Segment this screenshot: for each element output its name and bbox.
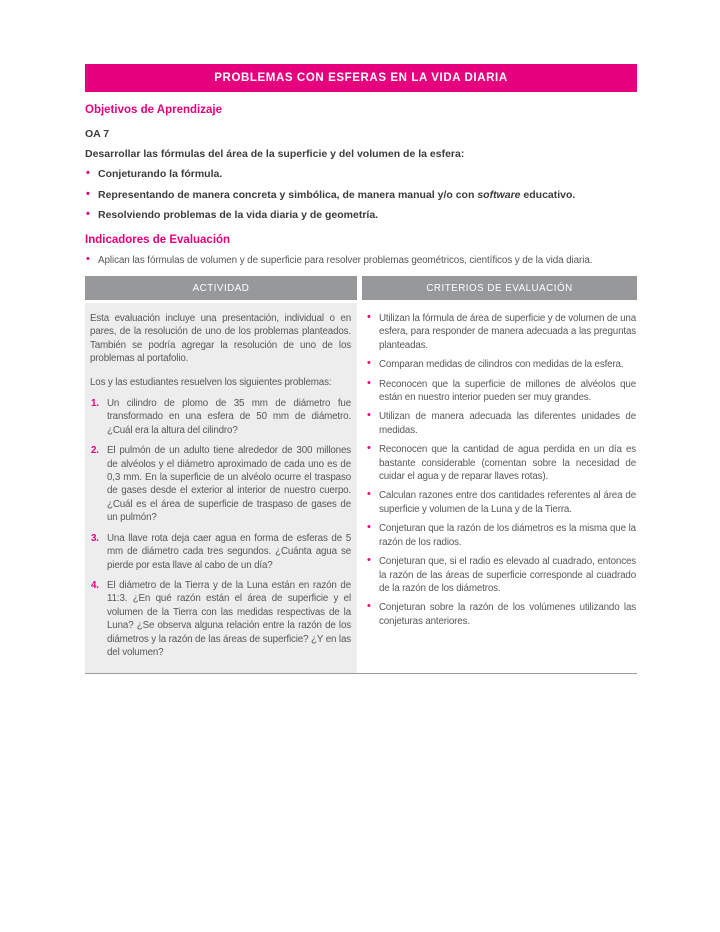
criterion-text: Reconocen que la superficie de millones de alvéolos que están en nuestro interior pueden ser muy grandes. <box>379 378 636 404</box>
criterion-text: Conjeturan que, si el radio es elevado al cuadrado, entonces la razón de las áreas de superficie corresponde al cuadrado de la razón de los diámetros. <box>379 556 636 594</box>
criteria-cell <box>362 303 637 673</box>
objectives-list <box>85 168 637 222</box>
bullet-dot-icon: • <box>367 554 371 567</box>
objective-item-text-italic: software <box>477 188 521 201</box>
bullet-dot-icon: • <box>86 167 90 179</box>
criterion-item <box>366 358 636 371</box>
document-title: PROBLEMAS CON ESFERAS EN LA VIDA DIARIA <box>214 72 508 84</box>
bullet-dot-icon: • <box>86 187 90 200</box>
objective-item-text-post: educativo. <box>520 188 576 201</box>
bullet-dot-icon: • <box>367 488 371 501</box>
column-header-criteria: CRITERIOS DE EVALUACIÓN <box>362 276 637 300</box>
problem-text: El pulmón de un adulto tiene alrededor de 300 millones de alvéolos y el diámetro aproximado de cada uno es de 0,3 mm. En la superficie de un alvéolo ocurre el traspaso de gases desde el exterior al interior de nuestro cuerpo. ¿Cuál es el área de superficie de traspaso de gases de un pulmón? <box>107 445 351 524</box>
objective-item-text: Conjeturando la fórmula. <box>98 168 223 180</box>
indicators-heading: Indicadores de Evaluación <box>85 234 231 246</box>
bullet-dot-icon: • <box>86 208 90 220</box>
bullet-dot-icon: • <box>367 521 371 534</box>
criterion-text: Reconocen que la cantidad de agua perdida en un día es bastante considerable (comentan sobre la necesidad de cuidar el agua y de reparar llaves rotas). <box>379 444 636 483</box>
criterion-item <box>366 522 636 549</box>
criterion-item <box>366 378 636 405</box>
criterion-item <box>366 489 636 516</box>
criterion-text: Conjeturan sobre la razón de los volúmenes utilizando las conjeturas anteriores. <box>379 602 636 627</box>
problem-item <box>90 579 351 659</box>
bullet-dot-icon: • <box>367 357 371 370</box>
table-header-row <box>85 276 637 300</box>
bullet-dot-icon: • <box>367 311 371 323</box>
problem-number: 1. <box>91 398 99 410</box>
page-content <box>85 64 637 674</box>
objective-item-text: Resolviendo problemas de la vida diaria y de geometría. <box>98 209 379 221</box>
problem-item <box>90 532 351 572</box>
criterion-text: Conjeturan que la razón de los diámetros es la misma que la razón de los radios. <box>379 523 636 548</box>
objective-item-text <box>98 189 575 201</box>
indicator-item-text: Aplican las fórmulas de volumen y de superficie para resolver problemas geométricos, científicos y de la vida diaria. <box>98 255 593 266</box>
problem-item <box>90 397 351 437</box>
criterion-text: Comparan medidas de cilindros con medidas de la esfera. <box>379 359 624 371</box>
problem-number: 2. <box>91 445 99 457</box>
objective-item <box>85 168 637 181</box>
objective-code: OA 7 <box>85 128 110 140</box>
bullet-dot-icon: • <box>86 253 90 265</box>
objective-item <box>85 189 637 202</box>
problem-text: El diámetro de la Tierra y de la Luna están en razón de 11:3. ¿En qué razón están el área de superficie y el volumen de la Tierra con las medidas respectivas de la Luna? ¿Se observa alguna relación entre la razón de los diámetros y la razón de las áreas de superficie? ¿Y en las del volumen? <box>107 579 351 658</box>
bullet-dot-icon: • <box>367 600 371 613</box>
evaluation-table <box>85 276 637 674</box>
objective-item-text-pre: Representando de manera concreta y simbólica, de manera manual y/o con <box>98 188 478 201</box>
problem-text: Un cilindro de plomo de 35 mm de diámetro fue transformado en una esfera de 50 mm de diámetro. ¿Cuál era la altura del cilindro? <box>107 398 351 436</box>
indicator-item <box>85 254 637 267</box>
problem-number: 3. <box>91 532 99 544</box>
problem-number: 4. <box>91 579 99 591</box>
criterion-text: Utilizan la fórmula de área de superficie y de volumen de una esfera, para responder de manera adecuada a las preguntas planteadas. <box>379 313 636 351</box>
bullet-dot-icon: • <box>367 376 371 389</box>
criterion-item <box>366 555 636 595</box>
criterion-item <box>366 601 636 628</box>
objective-item <box>85 209 637 222</box>
bullet-dot-icon: • <box>367 442 371 455</box>
objectives-heading: Objetivos de Aprendizaje <box>85 104 222 116</box>
table-body-row <box>85 303 637 674</box>
activity-cell <box>85 303 357 673</box>
column-header-activity: ACTIVIDAD <box>85 276 357 300</box>
bullet-dot-icon: • <box>367 409 371 422</box>
title-bar <box>85 64 637 92</box>
activity-paragraph: Esta evaluación incluye una presentación, individual o en pares, de la resolución de uno de los problemas planteados. También se podría agregar la resolución de uno de los problemas al portafolio. <box>90 313 351 365</box>
problem-item <box>90 444 351 524</box>
criterion-item <box>366 410 636 437</box>
problem-text: Una llave rota deja caer agua en forma de esferas de 5 mm de diámetro cada tres segundos. ¿Cuánta agua se pierde por esta llave al cabo de un día? <box>107 532 351 571</box>
objective-intro: Desarrollar las fórmulas del área de la superficie y del volumen de la esfera: <box>85 148 465 160</box>
criterion-item <box>366 443 636 483</box>
criterion-text: Calculan razones entre dos cantidades referentes al área de superficie y volumen de la Luna y de la Tierra. <box>379 490 636 515</box>
criterion-text: Utilizan de manera adecuada las diferentes unidades de medidas. <box>379 411 636 436</box>
criterion-item <box>366 312 636 352</box>
activity-paragraph: Los y las estudiantes resuelven los siguientes problemas: <box>90 376 332 388</box>
indicators-list <box>85 254 637 267</box>
